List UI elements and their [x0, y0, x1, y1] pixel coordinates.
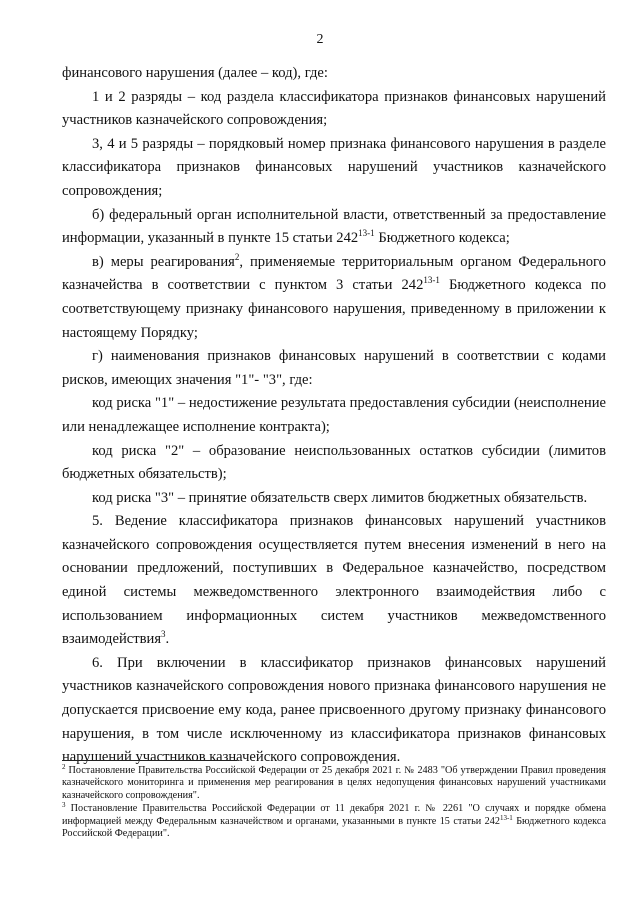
paragraph: г) наименования признаков финансовых нарушений в соответствии с кодами рисков, имеющих значения "1"- "3", где:: [62, 348, 606, 388]
paragraph: 1 и 2 разряды – код раздела классификатора признаков финансовых нарушений участников казначейского сопровождения;: [62, 88, 606, 129]
page-number: 2: [316, 32, 324, 47]
paragraph-text: .: [165, 631, 170, 648]
footnote-reference: 2: [234, 251, 240, 262]
article-superscript: 13-1: [358, 228, 375, 239]
paragraph: код риска "2" – образование неиспользованных остатков субсидии (лимитов бюджетных обязательств);: [62, 442, 606, 483]
article-superscript: 13-1: [423, 275, 440, 286]
paragraph-text: , применяемые территориальным органом Федерального казначейства в соответствии с пунктом 3 статьи 242: [62, 253, 606, 294]
paragraph-text: 5. Ведение классификатора признаков финансовых нарушений участников казначейского сопровождения осуществляется путем внесения изменений в него на основании предложений, поступивших в Федеральное казначейство, посредством единой системы межведомственного электронного взаимодействия либо с использованием информационных систем участников межведомственного взаимодействия: [62, 513, 606, 648]
paragraph-text: Бюджетного кодекса по соответствующему признаку финансового нарушения, приведенному в приложении к настоящему Порядку;: [62, 277, 606, 341]
paragraph-text: б) федеральный орган исполнительной власти, ответственный за предоставление информации, указанный в пункте 15 статьи 242: [62, 206, 606, 247]
paragraph: 6. При включении в классификатор признаков финансовых нарушений участников казначейского сопровождения нового признака финансового нарушения не допускается присвоение ему кода, ранее присвоенного другому признаку финансового нарушения, в том числе исключенному из классификатора признаков финансовых нарушений участников казначейского сопровождения.: [62, 654, 606, 766]
paragraph: код риска "3" – принятие обязательств сверх лимитов бюджетных обязательств.: [92, 489, 588, 506]
paragraph-text: в) меры реагирования: [92, 253, 235, 270]
paragraph: 3, 4 и 5 разряды – порядковый номер признака финансового нарушения в разделе классификатора признаков финансовых нарушений участников казначейского сопровождения;: [62, 135, 606, 199]
footnote: [62, 803, 606, 840]
footnote: [62, 765, 606, 802]
paragraph: [62, 510, 606, 652]
paragraph: [62, 204, 606, 251]
footnote-reference: 3: [161, 629, 166, 640]
article-superscript: 13-1: [499, 813, 513, 822]
paragraph-text: Бюджетного кодекса;: [374, 230, 510, 247]
footnote-mark: 3: [62, 801, 66, 810]
paragraph: код риска "1" – недостижение результата предоставления субсидии (неисполнение или ненадлежащее исполнение контракта);: [62, 395, 606, 435]
footnote-text: Постановление Правительства Российской Федерации от 11 декабря 2021 г. № 2261 "О случаях и порядке обмена информацией между Федеральным казначейством и органами, указанными в пункте 15 статьи 242: [62, 803, 606, 827]
document-body: [62, 62, 606, 770]
footnote-mark: 2: [62, 763, 66, 771]
footnote-text: Постановление Правительства Российской Федерации от 25 декабря 2021 г. № 2483 "Об утверждении Правил проведения казначейского мониторинга и применения мер реагирования в целях недопущения финансовых нарушений участниками казначейского сопровождения".: [62, 765, 606, 801]
paragraph: [62, 251, 606, 345]
paragraph: финансового нарушения (далее – код), где:: [62, 65, 328, 81]
footnote-separator: [62, 760, 237, 761]
footnotes: [62, 765, 606, 841]
footnote-text: Бюджетного кодекса Российской Федерации".: [62, 815, 606, 840]
